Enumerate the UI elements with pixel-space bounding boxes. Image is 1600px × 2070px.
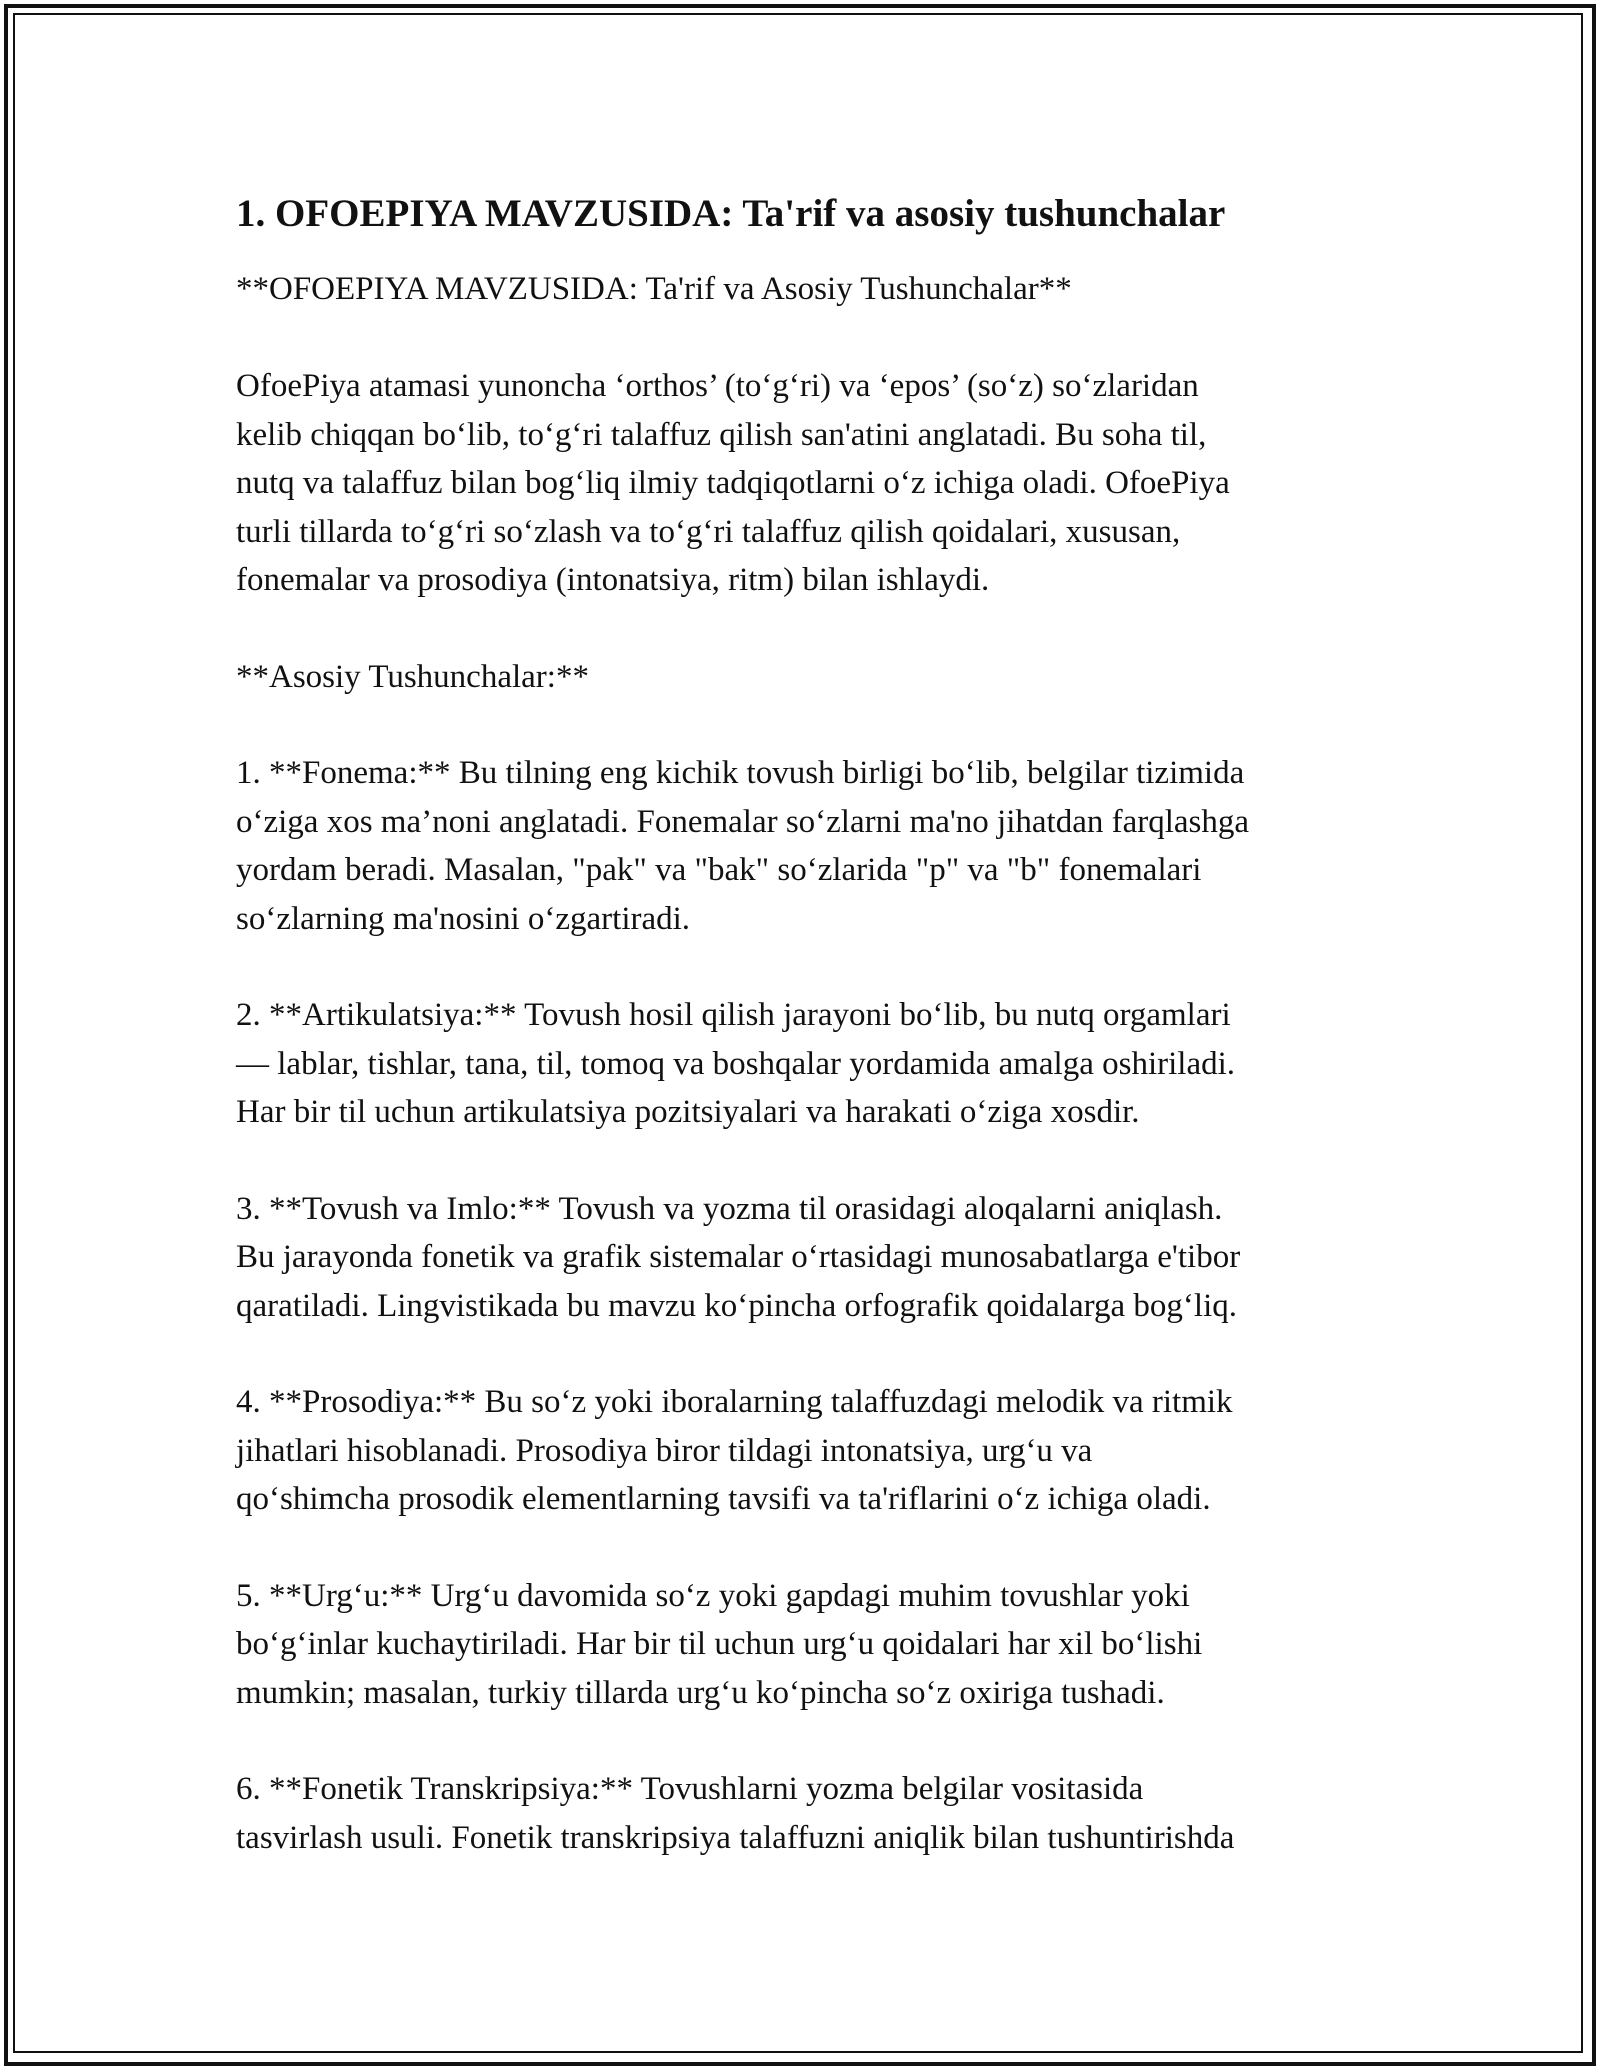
concepts-heading: **Asosiy Tushunchalar:** bbox=[236, 658, 589, 695]
concept-item-fonetik-transkripsiya: 6. **Fonetik Transkripsiya:** Tovushlarni yozma belgilar vositasida tasvirlash usuli. Fonetik transkripsiya talaffuzni aniqlik bilan tushuntirishda bbox=[236, 1771, 1235, 1856]
concept-item-tovush-va-imlo: 3. **Tovush va Imlo:** Tovush va yozma til orasidagi aloqalarni aniqlash. Bu jarayonda fonetik va grafik sistemalar o‘rtasidagi munosabatlarga e'tibor qaratiladi. Lingvistikada bu mavzu ko‘pincha orfografik qoidalarga bog‘liq. bbox=[236, 1190, 1241, 1324]
concept-item-artikulatsiya: 2. **Artikulatsiya:** Tovush hosil qilish jarayoni bo‘lib, bu nutq orgamlari — lablar, tishlar, tana, til, tomoq va boshqalar yordamida amalga oshiriladi. Har bir til uchun artikulatsiya pozitsiyalari va harakati o‘ziga xosdir. bbox=[236, 997, 1236, 1130]
intro-paragraph: OfoePiya atamasi yunoncha ‘orthos’ (to‘g‘ri) va ‘epos’ (so‘z) so‘zlaridan kelib chiqqan bo‘lib, to‘g‘ri talaffuz qilish san'atini anglatadi. Bu soha til, nutq va talaffuz bilan bog‘liq ilmiy tadqiqotlarni o‘z ichiga oladi. OfoePiya turli tillarda to‘g‘ri so‘zlash va to‘g‘ri talaffuz qilish qoidalari, xususan, fonemalar va prosodiya (intonatsiya, ritm) bilan ishlaydi. bbox=[236, 368, 1230, 598]
document-subtitle: **OFOEPIYA MAVZUSIDA: Ta'rif va Asosiy Tushunchalar** bbox=[236, 271, 1072, 307]
concept-item-urgu: 5. **Urg‘u:** Urg‘u davomida so‘z yoki gapdagi muhim tovushlar yoki bo‘g‘inlar kuchaytiriladi. Har bir til uchun urg‘u qoidalari har xil bo‘lishi mumkin; masalan, turkiy tillarda urg‘u ko‘pincha so‘z oxiriga tushadi. bbox=[236, 1577, 1203, 1711]
page-title: 1. OFOEPIYA MAVZUSIDA: Ta'rif va asosiy tushunchalar bbox=[236, 192, 1226, 235]
document-body bbox=[236, 186, 1376, 1862]
concept-item-fonema: 1. **Fonema:** Bu tilning eng kichik tovush birligi bo‘lib, belgilar tizimida o‘ziga xos ma’noni anglatadi. Fonemalar so‘zlarni ma'no jihatdan farqlashga yordam beradi. Masalan, "pak" va "bak" so‘zlarida "p" va "b" fonemalari so‘zlarning ma'nosini o‘zgartiradi. bbox=[236, 755, 1250, 937]
concept-item-prosodiya: 4. **Prosodiya:** Bu so‘z yoki iboralarning talaffuzdagi melodik va ritmik jihatlari hisoblanadi. Prosodiya biror tildagi intonatsiya, urg‘u va qo‘shimcha prosodik elementlarning tavsifi va ta'riflarini o‘z ichiga oladi. bbox=[236, 1384, 1233, 1517]
